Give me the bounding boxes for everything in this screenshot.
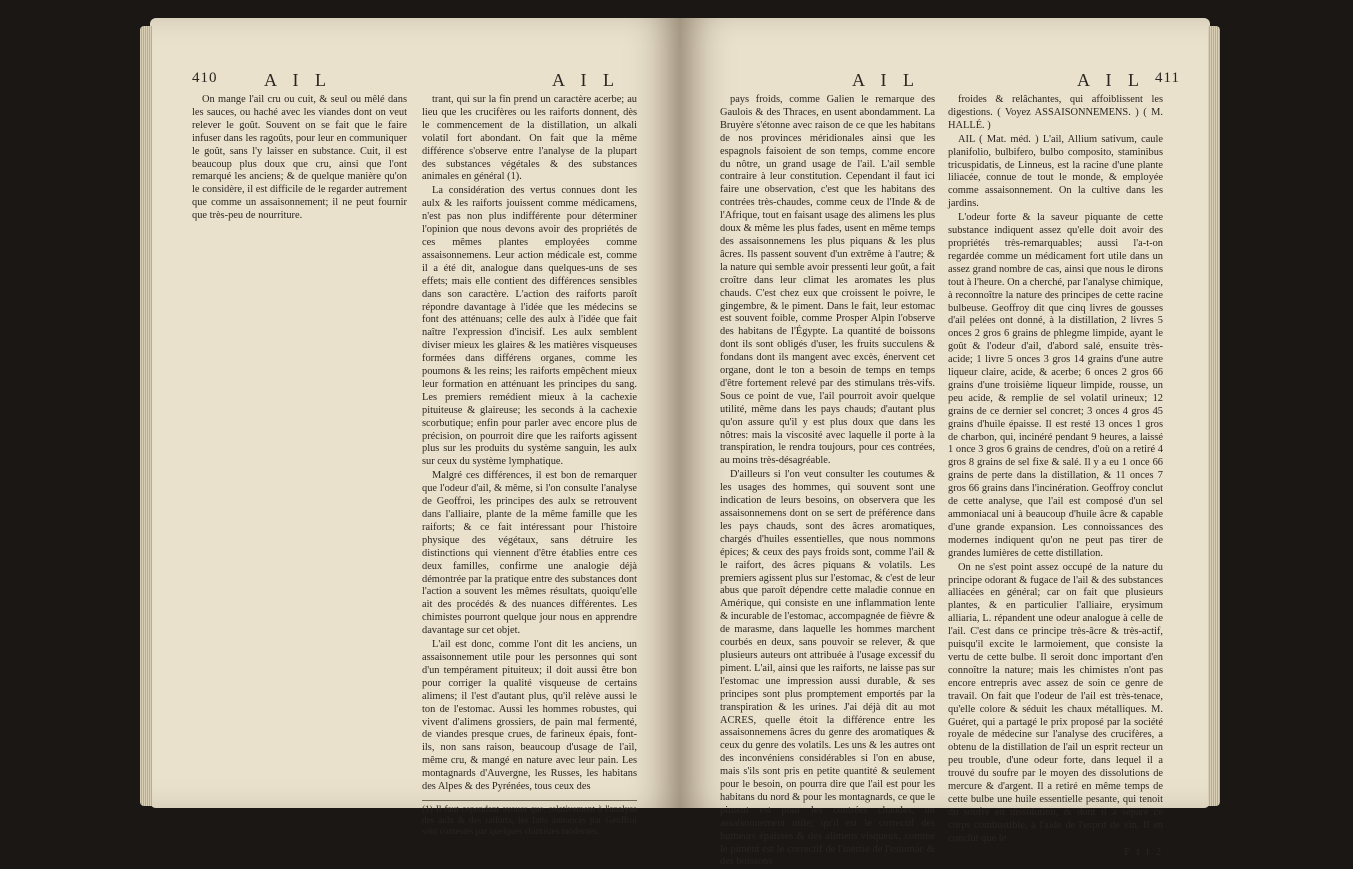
- right-column-2: [948, 94, 1163, 858]
- page-edges-right: [1208, 26, 1220, 806]
- left-head-word-1: A I L: [264, 70, 332, 90]
- left-page: [150, 18, 680, 836]
- left-head-word-2: A I L: [552, 70, 620, 90]
- right-running-head: [722, 70, 1180, 94]
- left-running-head: [192, 70, 650, 94]
- paragraph: L'ail est donc, comme l'ont dit les anciens, un assaisonnement utile pour les personnes qui sont d'un tempérament pituiteux; il doit aussi être bon pour corriger la qualité visqueuse de certains alimens; il l'est d'autant plus, qu'il relève aussi le ton de l'estomac. Aussi les hommes robustes, qui vivent d'alimens grossiers, de pain mal fermenté, de viandes presque crues, de farineux épais, font-ils, non sans raison, beaucoup d'usage de l'ail, même cru, & mangé en nature avec leur pain. Les montagnards d'Auvergne, les Russes, les habitans des Alpes & des Pyrénées, tous ceux des: [422, 639, 637, 793]
- paragraph: L'odeur forte & la saveur piquante de cette substance indiquent assez qu'elle doit avoir des propriétés très-remarquables; aussi l'a-t-on regardée comme un médicament fort utile dans un assez grand nombre de cas, ainsi que nous le dirons tout à l'heure. On a cherché, par l'analyse chimique, à reconnoître la nature des principes de cette racine bulbeuse. Geoffroy dit que cinq livres de gousses d'ail pelées ont donné, à la distillation, 2 livres 5 onces 2 gros 6 grains de phlegme limpide, ayant le goût & l'odeur d'ail, d'abord salé, ensuite très-acide; 1 livre 5 onces 3 gros 14 grains d'une autre liqueur claire, acide, & acerbe; 6 onces 2 gros 66 grains d'une troisième liqueur limpide, rousse, un peu acide, & remplie de sel volatil urineux; 12 grains de ce dernier sel concret; 3 onces 4 gros 45 grains d'huile épaisse. Il est resté 13 onces 1 gros de charbon, qui, incinéré pendant 9 heures, a laissé 1 once 3 gros 6 grains de cendres, d'où on a retiré 4 gros 8 grains de sel fixe & salé. Il y a eu 1 once 66 grains de perte dans la distillation, & 11 onces 7 gros 66 grains dans l'incinération. Geoffroy conclut de cette analyse, que l'ail est composé d'un sel ammoniacal uni à beaucoup d'huile âcre & capable d'une grande expansion. Les connoissances des modernes indiquent qu'on ne peut pas tirer de grandes lumières de cette distillation.: [948, 212, 1163, 559]
- right-head-word-1: A I L: [852, 70, 920, 90]
- footnote: (1) Il faut cependant avouer que, relativement à l'analyse des aulx & des raiforts, les faits annoncés par Geoffroi sont contestés par quelques chimistes modernes.: [422, 800, 637, 837]
- open-book: [150, 18, 1210, 868]
- right-head-word-2: A I L: [1077, 70, 1145, 90]
- paragraph: La considération des vertus connues dont les aulx & les raiforts jouissent comme médicamens, n'est pas non plus indifférente pour déterminer l'opinion que nous devons avoir des propriétés de ces mêmes plantes employées comme assaisonnemens. Leur action médicale est, comme il a été dit, analogue dans quelques-uns de ses effets; mais elle contient des différences sensibles dans son caractère. L'action des raiforts paroît répondre davantage à l'idée que les médecins se font des atténuans; celle des aulx à l'idée que fait naître l'expression d'incisif. Les aulx semblent diviser mieux les glaires & les matières visqueuses formées dans différens organes, comme les poumons & les reins; les raiforts empêchent mieux leur formation en atténuant les principes du sang. Les premiers remédient mieux à la cachexie pituiteuse & glaireuse; les seconds à la cachexie scorbutique; enfin pour parler avec encore plus de précision, on pourroit dire que les raiforts agissent plus sur les produits du système sanguin, les aulx sur ceux du système lymphatique.: [422, 185, 637, 468]
- right-column-1: [720, 94, 935, 868]
- paragraph: D'ailleurs si l'on veut consulter les coutumes & les usages des hommes, qui souvent sont une indication de leurs besoins, on observera que les assaisonnemens dont on se sert de préférence dans les pays chauds, sont des âcres aromatiques, chargés d'huiles essentielles, que nous nommons épices; & ceux des pays froids sont, comme l'ail & le raifort, des âcres piquans & volatils. Les premiers agissent plus sur l'estomac, & c'est de leur abus que paroît dépendre cette maladie connue en Amérique, qui consiste en une inflammation lente & incurable de l'estomac, accompagnée de fièvre & de marasme, dans laquelle les hommes marchent courbés en deux, sans pouvoir se relever, & que plusieurs auteurs ont attribuée à l'usage excessif du piment. L'ail, ainsi que les raiforts, ne laisse pas sur l'estomac une impression aussi durable, & ses principes sont plus promptement emportés par la transpiration & les urines. J'ai déjà dit au mot ACRES, quelle étoit la différence entre les assaisonnemens âcres du genre des aromatiques & ceux du genre des volatils. Les uns & les autres ont des inconvéniens considérables si l'on en abuse, mais s'ils sont pris en petite quantité & seulement pour le besoin, on pourra dire que l'ail est pour les habitans du nord & pour les montagnards, ce que le piment est pour les contrées chaudes, un assaisonnement utile; qu'il est le correctif des humeurs épaisses & des alimens visqueux, comme le piment est le correctif de l'inertie de l'estomac & des boissons: [720, 469, 935, 868]
- paragraph: On mange l'ail cru ou cuit, & seul ou mêlé dans les sauces, ou haché avec les viandes dont on veut relever le goût. Souvent on se fait que le faire infuser dans les ragoûts, pour leur en communiquer le goût, sans l'y laisser en substance. Cuit, il est beaucoup plus doux que cru, ainsi que l'ont remarqué les anciens; & de quelque manière qu'on le considère, il est difficile de le regarder autrement que comme un assaisonnement; il ne peut fournir que très-peu de nourriture.: [192, 94, 407, 222]
- signature-mark: F f f 2: [1124, 846, 1163, 858]
- paragraph: AIL ( Mat. méd. ) L'ail, Allium sativum, caule planifolio, bulbifero, bulbo composito, staminibus tricuspidatis, de Linneus, est la racine d'une plante liliacée, connue de tout le monde, & employée comme assaisonnement. On la cultive dans les jardins.: [948, 133, 1163, 210]
- paragraph: On ne s'est point assez occupé de la nature du principe odorant & fugace de l'ail & des substances alliacées en général; car on fait que plusieurs plantes, & en particulier l'alliaire, erysimum alliaria, L. répandent une odeur analogue à celle de l'ail. C'est dans ce principe très-âcre & très-actif, puisqu'il excite le larmoiement, que consiste la vertu de cette bulbe. Il seroit donc important d'en connoître la nature; mais les chimistes n'ont pas encore entrepris avec assez de soin ce genre de travail. On fait que l'odeur de l'ail est très-tenace, qu'elle colore & séduit les chaux métalliques. M. Guéret, qui a partagé le prix proposé par la société royale de médecine sur l'analyse des crucifères, a obtenu de la distillation de l'ail un esprit recteur un peu trouble, d'une odeur forte, dans lequel il a trouvé du soufre par le moyen des dissolutions de mercure & d'argent. Il a retiré en même temps de cette bulbe une huile essentielle pesante, qui tenoit du soufre en dissolution, & dont il a séparé ce corps combustible, à l'aide de l'esprit de vin. Il en conclut que le: [948, 561, 1163, 844]
- right-page-number: 411: [1155, 70, 1180, 86]
- paragraph: trant, qui sur la fin prend un caractère acerbe; au lieu que les crucifères ou les raiforts donnent, dès le commencement de la distillation, un alkali volatil fort abondant. On fait que la même différence s'observe entre l'analyse de la plupart des substances végétales & des substances animales en général (1).: [422, 94, 637, 183]
- page-edges-left: [140, 26, 152, 806]
- paragraph: pays froids, comme Galien le remarque des Gaulois & des Thraces, en usent abondamment. La Bruyère s'étonne avec raison de ce que les habitans de nos provinces méridionales ainsi que les espagnols faisoient de son temps, comme encore du nôtre, un grand usage de l'ail. L'ail semble contraire à leur constitution. Cependant il faut ici faire une observation, c'est que les habitans des contrées très-chaudes, comme ceux de l'Inde & de l'Afrique, tout en faisant usage des alimens les plus doux & même les plus fades, usent en même temps des assaisonnemens les plus piquans & les plus âcres. Ils passent souvent d'un extrême à l'autre; & la nature qui semble avoir pressenti leur goût, a fait croître dans leur climat les aromates les plus chauds. C'est chez eux que croissent le poivre, le gingembre, & le piment. Dans le fait, leur estomac est souvent foible, comme Prosper Alpin l'observe des habitans de l'Égypte. La quantité de boissons dont ils sont obligés d'user, les fruits succulens & fondans dont ils mangent avec excès, énervent cet organe, dont le ton a besoin de temps en temps d'être fortement relevé par des stimulans très-vifs. Sous ce point de vue, l'ail pourroit avoir quelque utilité, même dans les pays chauds; d'autant plus qu'on assure qu'il y est plus doux que dans les nôtres: mais la viscosité avec laquelle il porte à la transpiration, le rendra toujours, pour ces contrées, au moins très-désagréable.: [720, 94, 935, 467]
- left-column-1: [192, 94, 407, 794]
- left-column-2: [422, 94, 637, 836]
- paragraph: Malgré ces différences, il est bon de remarquer que l'odeur d'ail, & même, si l'on consulte l'analyse de Geoffroi, les principes des aulx se retrouvent dans l'alliaire, plante de la même famille que les raiforts; & ce fait intéressant pour l'histoire physique des végétaux, sans détruire les distinctions qui viennent d'être établies entre ces deux familles, confirme une analogie déjà démontrée par la pratique entre des substances dont l'action a souvent les mêmes résultats, quoiqu'elle ait des procédés & des nuances différentes. Les chimistes pourront quelque jour nous en apprendre davantage sur cet objet.: [422, 470, 637, 637]
- left-page-number: 410: [192, 70, 218, 86]
- paragraph: froides & relâchantes, qui affoiblissent les digestions. ( Voyez ASSAISONNEMENS. ) ( M. HALLÉ. ): [948, 94, 1163, 131]
- right-page: [680, 18, 1210, 868]
